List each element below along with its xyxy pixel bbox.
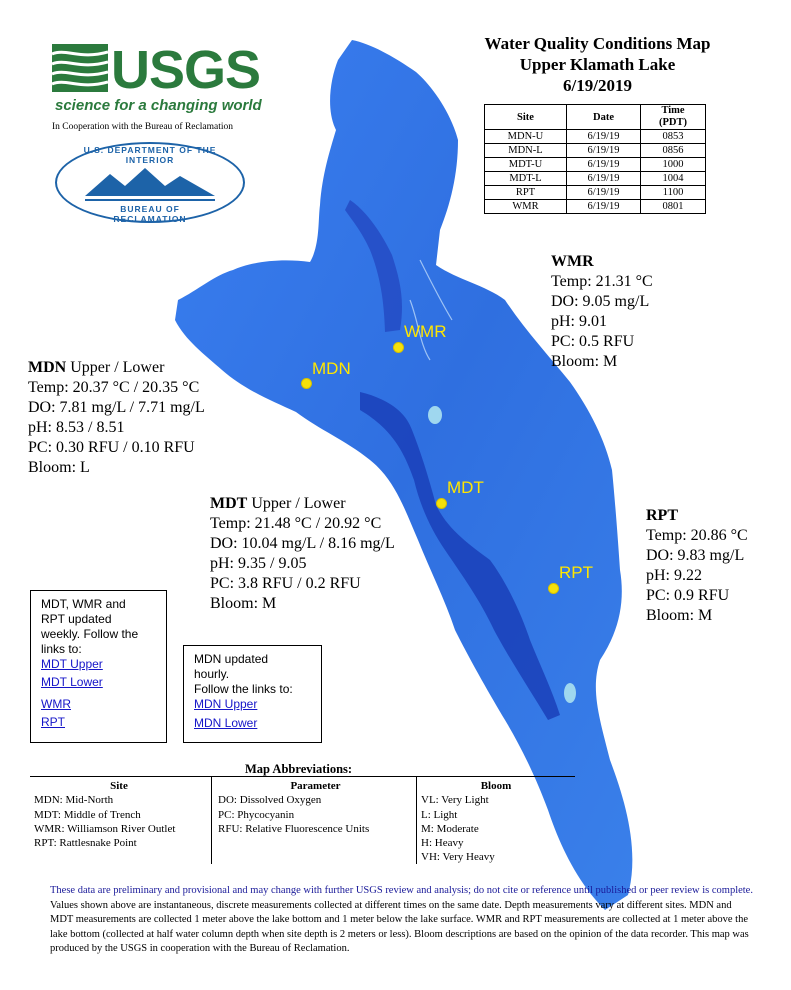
mdn-temp: Temp: 20.37 °C / 20.35 °C (28, 379, 200, 396)
list-item: VH: Very Heavy (421, 851, 495, 864)
table-cell: 6/19/19 (566, 130, 640, 144)
table-cell: 1000 (641, 158, 706, 172)
table-row (485, 186, 706, 200)
hourly-text: MDN updated (194, 652, 269, 666)
mdn-pc: PC: 0.30 RFU / 0.10 RFU (28, 439, 195, 456)
column-header: Time (PDT) (641, 105, 706, 130)
table-cell: 6/19/19 (566, 144, 640, 158)
list-item: VL: Very Light (421, 794, 489, 807)
wmr-heading: WMR (551, 253, 594, 270)
wmr-link[interactable]: WMR (41, 697, 71, 711)
abbreviations-title: Map Abbreviations: (245, 762, 353, 776)
hourly-text: hourly. (194, 667, 230, 681)
mdn-heading: MDN Upper / Lower (28, 359, 165, 376)
rpt-heading: RPT (646, 507, 678, 524)
mdn-lower-link[interactable]: MDN Lower (194, 716, 258, 730)
list-item: RFU: Relative Fluorescence Units (218, 822, 370, 835)
table-cell: RPT (485, 186, 567, 200)
column-header: Date (566, 105, 640, 130)
cooperation-text: In Cooperation with the Bureau of Reclamation (52, 122, 233, 132)
bloom-abbreviations (421, 779, 571, 865)
mdt-lower-link[interactable]: MDT Lower (41, 675, 103, 689)
wmr-temp: Temp: 21.31 °C (551, 273, 653, 290)
usgs-wordmark: USGS (111, 40, 261, 100)
table-cell: 6/19/19 (566, 158, 640, 172)
title-line-2: Upper Klamath Lake (519, 55, 676, 74)
disclaimer-provisional: These data are preliminary and provisional and may change with further USGS review and analysis; do not cite or reference until published or peer review is complete. (50, 885, 753, 896)
mdt-pc: PC: 3.8 RFU / 0.2 RFU (210, 575, 361, 592)
wmr-marker-label: WMR (404, 322, 447, 341)
table-header-row (485, 105, 706, 130)
mdt-temp: Temp: 21.48 °C / 20.92 °C (210, 515, 382, 532)
weekly-text: links to: (41, 642, 82, 656)
table-row (485, 172, 706, 186)
table-row (485, 144, 706, 158)
rpt-bloom: Bloom: M (646, 607, 713, 624)
doi-seal-bottom-text: BUREAU OF RECLAMATION (113, 204, 187, 224)
island (428, 406, 442, 424)
column-header: Site (110, 780, 128, 792)
mdt-marker[interactable] (436, 498, 447, 509)
hourly-update-box (183, 645, 322, 743)
list-item: WMR: Williamson River Outlet (34, 822, 176, 835)
sampling-time-table (484, 104, 706, 214)
hourly-text: Follow the links to: (194, 682, 293, 696)
rpt-readings (646, 506, 748, 626)
abbreviations-table (30, 776, 575, 864)
site-abbreviations (34, 779, 204, 850)
rpt-temp: Temp: 20.86 °C (646, 527, 748, 544)
column-header: Parameter (290, 780, 341, 792)
title-line-1: Water Quality Conditions Map (484, 34, 711, 53)
mdn-upper-link[interactable]: MDN Upper (194, 697, 258, 711)
usgs-tagline: science for a changing world (55, 97, 262, 114)
table-row (485, 158, 706, 172)
wmr-ph: pH: 9.01 (551, 313, 607, 330)
divider (416, 777, 417, 864)
table-cell: 1004 (641, 172, 706, 186)
table-cell: 6/19/19 (566, 200, 640, 214)
mdt-ph: pH: 9.35 / 9.05 (210, 555, 307, 572)
mdt-upper-link[interactable]: MDT Upper (41, 657, 103, 671)
list-item: MDN: Mid-North (34, 794, 114, 807)
rpt-marker-label: RPT (559, 563, 593, 582)
table-cell: 0856 (641, 144, 706, 158)
list-item: H: Heavy (421, 837, 464, 850)
table-cell: 0801 (641, 200, 706, 214)
mdn-marker-label: MDN (312, 359, 351, 378)
rpt-link[interactable]: RPT (41, 715, 65, 729)
mdn-do: DO: 7.81 mg/L / 7.71 mg/L (28, 399, 205, 416)
table-cell: MDN-U (485, 130, 567, 144)
rpt-marker[interactable] (548, 583, 559, 594)
map-title (455, 33, 740, 96)
mdn-bloom: Bloom: L (28, 459, 90, 476)
table-cell: 0853 (641, 130, 706, 144)
list-item: M: Moderate (421, 822, 479, 835)
wmr-readings (551, 252, 653, 372)
parameter-abbreviations (218, 779, 413, 836)
weekly-text: RPT updated (41, 612, 112, 626)
title-date: 6/19/2019 (563, 76, 632, 95)
disclaimer-text (50, 884, 755, 957)
table-cell: MDT-U (485, 158, 567, 172)
rpt-pc: PC: 0.9 RFU (646, 587, 730, 604)
weekly-update-box (30, 590, 167, 743)
column-header: Bloom (480, 780, 512, 792)
table-cell: WMR (485, 200, 567, 214)
list-item: MDT: Middle of Trench (34, 808, 141, 821)
usgs-wave-logo-icon (52, 44, 108, 92)
mountain-icon (85, 166, 215, 202)
mdt-marker-label: MDT (447, 478, 484, 497)
wmr-marker[interactable] (393, 342, 404, 353)
weekly-text: MDT, WMR and (41, 597, 126, 611)
divider (211, 777, 212, 864)
mdt-do: DO: 10.04 mg/L / 8.16 mg/L (210, 535, 395, 552)
table-cell: MDT-L (485, 172, 567, 186)
island (564, 683, 576, 703)
rpt-do: DO: 9.83 mg/L (646, 547, 745, 564)
mdt-bloom: Bloom: M (210, 595, 277, 612)
list-item: L: Light (421, 808, 458, 821)
mdt-readings (210, 494, 395, 614)
mdn-ph: pH: 8.53 / 8.51 (28, 419, 125, 436)
table-cell: 6/19/19 (566, 172, 640, 186)
list-item: RPT: Rattlesnake Point (34, 837, 137, 850)
weekly-text: weekly. Follow the (41, 627, 139, 641)
wmr-pc: PC: 0.5 RFU (551, 333, 635, 350)
doi-seal-top-text: U.S. DEPARTMENT OF THE INTERIOR (83, 145, 217, 165)
disclaimer-details: Values shown above are instantaneous, discrete measurements collected at different times on the same date. Depth measurements vary at different sites. MDN and MDT measurements are collected 1 meter above the lake bottom and 1 meter below the lake surface. WMR and RPT measurements are collected at 1 meter above the lake bottom (collected at half water column depth when site depth is 2 meters or less). Bloom descriptions are based on the opinion of the data recorder. This map was produced by the USGS in cooperation with the Bureau of Reclamation. (50, 899, 749, 955)
table-cell: 6/19/19 (566, 186, 640, 200)
table-row (485, 130, 706, 144)
wmr-bloom: Bloom: M (551, 353, 618, 370)
list-item: DO: Dissolved Oxygen (218, 794, 322, 807)
column-header: Site (485, 105, 567, 130)
table-row (485, 200, 706, 214)
rpt-ph: pH: 9.22 (646, 567, 702, 584)
table-cell: 1100 (641, 186, 706, 200)
mdn-marker[interactable] (301, 378, 312, 389)
table-cell: MDN-L (485, 144, 567, 158)
wmr-do: DO: 9.05 mg/L (551, 293, 650, 310)
mdn-readings (28, 358, 205, 478)
mdt-heading: MDT Upper / Lower (210, 495, 346, 512)
list-item: PC: Phycocyanin (218, 808, 295, 821)
